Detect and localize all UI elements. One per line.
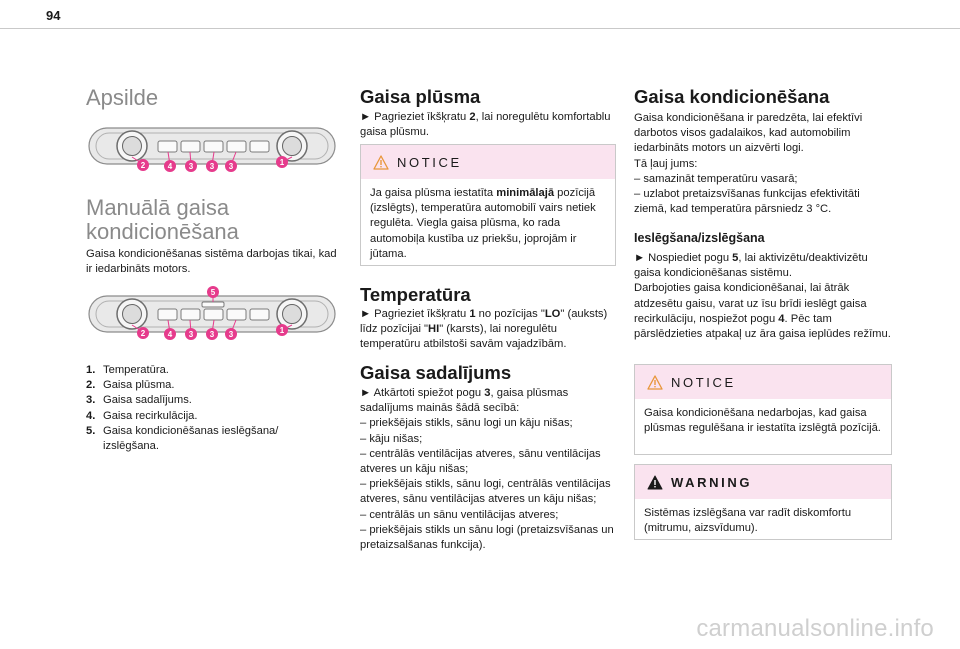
knob-icon [117, 299, 147, 329]
notice-text: Gaisa kondicionēšana nedarbojas, kad gaisa plūsmas regulēšana ir iestatīta izslēgtā pozīcijā. [644, 407, 881, 435]
list-item: 3. Gaisa sadalījums. [86, 394, 192, 407]
warning-text: Sistēmas izslēgšana var radīt diskomfortu (mitrumu, aizsvīdumu). [644, 507, 852, 535]
temperature-text: ► Pagrieziet īkšķratu 1 no pozīcijas "LO" (auksts) līdz pozīcijai "HI" (karsts), lai noregulētu temperatūru atbilstoši savām vajadzībām. [360, 308, 608, 351]
list-item: – priekšējais stikls, sānu logi un kāju nišas; [360, 417, 573, 430]
list-item: 5. Gaisa kondicionēšanas ieslēgšana/ izslēgšana. [86, 424, 279, 453]
list-item: – kāju nišas; [360, 432, 423, 445]
callout-number: 1 [279, 326, 285, 335]
intro-text: Gaisa kondicionēšanas sistēma darbojas tikai, kad ir iedarbināts motors. [86, 248, 337, 276]
air-distribution-text: ► Atkārtoti spiežot pogu 3, gaisa plūsmas sadalījums mainās šādā secībā: – priekšējais stikls, sānu logi un kāju nišas; – kāju nišas; – centrālās ventilācijas atveres, sānu ventilācijas atveres un kāju nišas; – priekšējais stikls, sānu logi, centrālās ventilācijas atveres, sānu ventilācijas atveres un kāju nišas; – centrālās un sānu ventilācijas atveres; – priekšējais stikls un sānu logi (pretaizsvīšanas un pretaizsalšanas funkcija). [360, 386, 616, 553]
control-panel-drawing [86, 124, 338, 174]
list-item: – priekšējais stikls un sānu logi (pretaizsvīšanas un pretaizsalšanas funkcija). [360, 523, 614, 552]
notice-label: NOTICE [671, 374, 736, 390]
callout-number: 4 [167, 330, 173, 339]
list-item: – centrālās un sānu ventilācijas atveres; [360, 508, 559, 521]
list-item: – uzlabot pretaizsvīšanas funkcijas efektivitāti ziemā, kad temperatūra pārsniedz 3 °C. [634, 188, 860, 216]
control-panel-illustration-1 [86, 124, 338, 174]
knob-icon [117, 131, 147, 161]
warning-label: WARNING [671, 474, 753, 490]
control-panel-illustration-2 [86, 284, 338, 344]
list-item: 1. Temperatūra. [86, 364, 169, 376]
warning-triangle-icon [647, 475, 663, 490]
callout-number: 3 [188, 162, 194, 171]
page-number: 94 [46, 8, 61, 23]
callout-number: 3 [209, 330, 215, 339]
notice-header [635, 365, 891, 399]
callout-number: 5 [210, 288, 216, 297]
section-title-heating: Apsilde [86, 85, 159, 110]
callout-number: 3 [188, 330, 194, 339]
heading-on-off: Ieslēgšana/izslēgšana [634, 231, 765, 245]
notice-text: Ja gaisa plūsma iestatīta minimālajā pozīcijā (izslēgts), temperatūra automobilī vairs netiek regulēta. Viegla gaisa plūsma, ko rada automobiļa kustība uz priekšu, joprojām ir jūtama. [370, 187, 596, 260]
callout-number: 3 [209, 162, 215, 171]
list-item: – centrālās ventilācijas atveres, sānu ventilācijas atveres un kāju nišas; [360, 447, 601, 476]
top-divider [0, 28, 960, 29]
notice-label: NOTICE [397, 154, 462, 170]
heading-air-conditioning: Gaisa kondicionēšana [634, 86, 830, 107]
heading-air-flow: Gaisa plūsma [360, 86, 481, 107]
list-item: – priekšējais stikls, sānu logi, centrālās ventilācijas atveres, sānu ventilācijas atveres un kāju nišas; [360, 478, 611, 506]
watermark: carmanualsonline.info [696, 615, 934, 642]
list-item: 4. Gaisa recirkulācija. [86, 409, 198, 422]
legend-list [86, 363, 338, 454]
callout-number: 4 [167, 162, 173, 171]
on-off-text: ► Nospiediet pogu 5, lai aktivizētu/deaktivizētu gaisa kondicionēšanas sistēmu. Darbojoties gaisa kondicionēšanai, lai ātrāk atdzesētu gaisu, varat uz īsu brīdi ieslēgt gaisa recirkulāciju, nospiežot pogu 4. Pēc tam pārslēdzieties atpakaļ uz āra gaisa ieplūdes režīmu. [634, 252, 891, 341]
heading-air-distribution: Gaisa sadalījums [360, 362, 512, 383]
air-conditioning-text: Gaisa kondicionēšana ir paredzēta, lai efektīvi darbotos visos gadalaikos, kad automobilim iedarbināts motors un aizvērti logi. Tā ļauj jums: – samazināt temperatūru vasarā; – uzlabot pretaizsvīšanas funkcijas efektivitāti ziemā, kad temperatūra pārsniedz 3 °C. [634, 111, 892, 217]
callout-number: 3 [228, 330, 234, 339]
list-item: – samazināt temperatūru vasarā; [634, 172, 798, 185]
warning-box [634, 464, 892, 540]
control-panel-drawing [86, 284, 338, 344]
notice-triangle-icon [373, 155, 389, 170]
notice-box-air-conditioning [634, 364, 892, 455]
callout-number: 2 [140, 329, 146, 338]
air-flow-text: ► Pagrieziet īkšķratu 2, lai noregulētu komfortablu gaisa plūsmu. [360, 111, 611, 139]
section-title-manual-ac: Manuālā gaisa kondicionēšana [86, 195, 239, 244]
callout-number: 1 [279, 158, 285, 167]
notice-triangle-icon [647, 375, 663, 390]
callout-number: 3 [228, 162, 234, 171]
heading-temperature: Temperatūra [360, 284, 471, 305]
notice-box-air-flow [360, 144, 616, 266]
warning-header [635, 465, 891, 499]
notice-header [361, 145, 615, 179]
callout-number: 2 [140, 161, 146, 170]
list-item: 2. Gaisa plūsma. [86, 379, 175, 392]
